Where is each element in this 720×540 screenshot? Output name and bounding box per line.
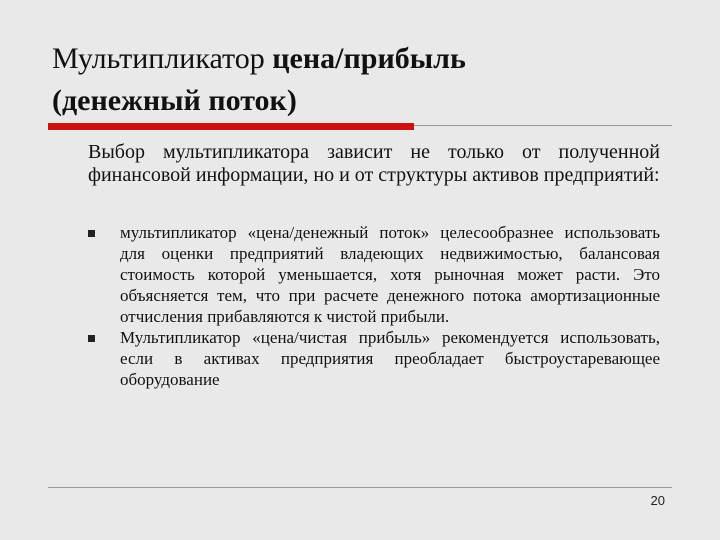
title-bold-part-1: цена/прибыль (272, 42, 466, 75)
footer-divider-line (48, 487, 672, 488)
title-bold-part-2: (денежный поток) (52, 84, 297, 117)
page-number: 20 (650, 493, 665, 508)
title-accent-bar (48, 123, 414, 130)
intro-paragraph: Выбор мультипликатора зависит не только от полученной финансовой информации, но и от структуры активов предприятий: (88, 141, 660, 186)
bullet-text: мультипликатор «цена/денежный поток» целесообразнее использовать для оценки предприятий владеющих недвижимостью, балансовая стоимость которой уменьшается, хотя рыночная может расти. Это объясняется тем, что при расчете денежного потока амортизационные отчисления прибавляются к чистой прибыли. (120, 223, 660, 326)
bullet-item (88, 222, 660, 327)
bullet-item (88, 327, 660, 390)
square-bullet-icon (88, 327, 120, 347)
slide-title (52, 38, 692, 122)
bullet-list (88, 222, 660, 390)
title-regular: Мультипликатор (52, 42, 273, 75)
bullet-text: Мультипликатор «цена/чистая прибыль» рекомендуется использовать, если в активах предприятия преобладает быстроустаревающее оборудование (120, 328, 660, 389)
square-bullet-icon (88, 222, 120, 242)
title-divider-line (414, 125, 672, 126)
